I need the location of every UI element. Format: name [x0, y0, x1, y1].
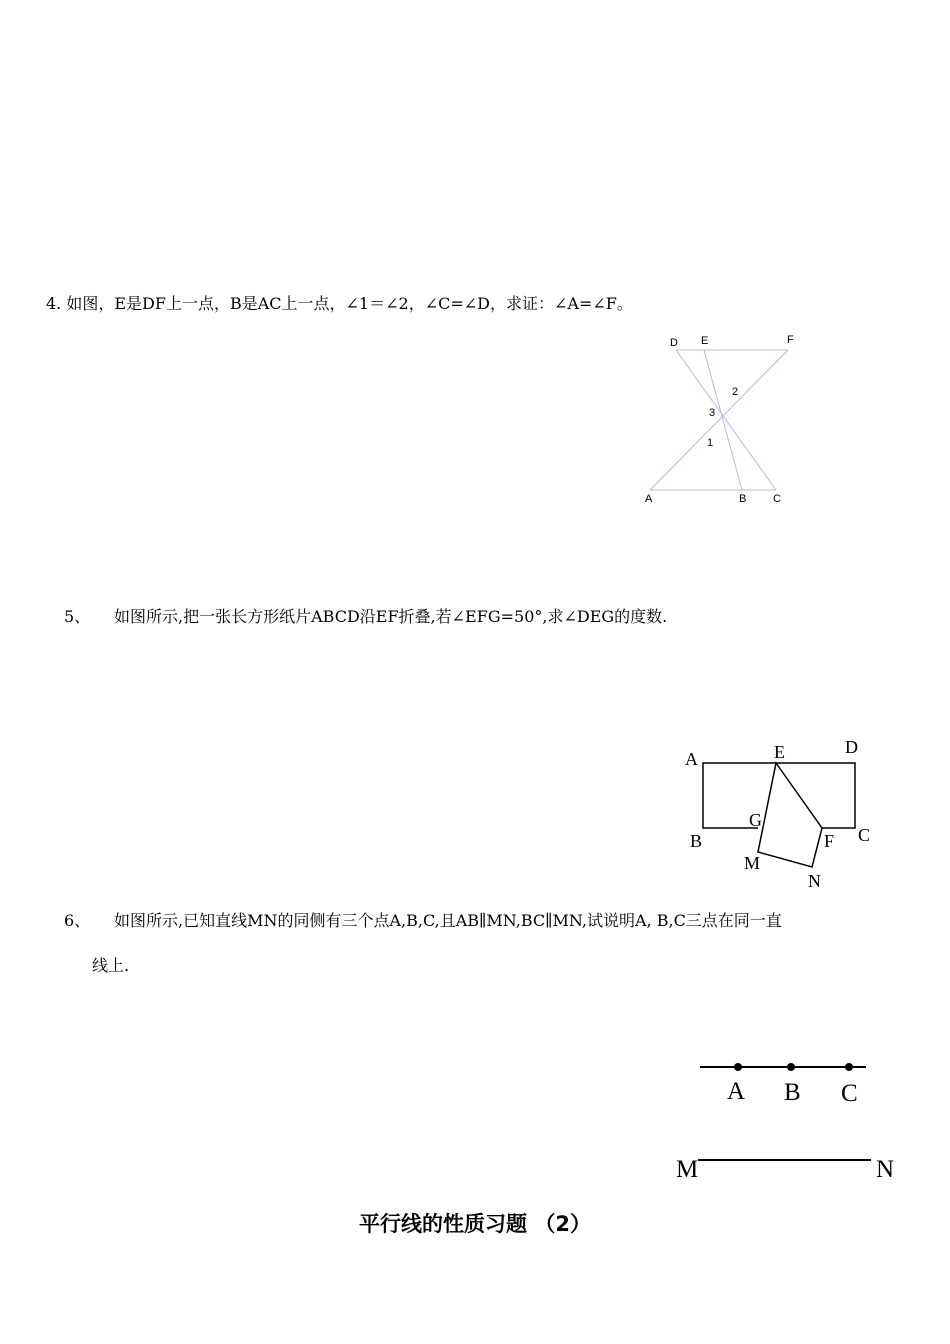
section-title: 平行线的性质习题 （2）: [359, 1212, 591, 1236]
label-M: M: [676, 1156, 699, 1183]
label-B: B: [739, 493, 747, 505]
label-F: F: [824, 831, 835, 851]
label-F: F: [787, 334, 794, 346]
folded-flap: [758, 763, 822, 867]
line-DC: [676, 350, 776, 490]
label-G: G: [749, 810, 762, 830]
figure-5-diagram: [680, 735, 890, 895]
point-B: [787, 1063, 795, 1071]
point-A: [734, 1063, 742, 1071]
label-N: N: [808, 871, 821, 891]
label-C: C: [858, 825, 871, 845]
label-E: E: [774, 742, 785, 762]
label-angle-1: 1: [707, 437, 714, 449]
label-A: A: [685, 749, 698, 769]
point-C: [845, 1063, 853, 1071]
label-A: A: [645, 493, 653, 505]
question-text: 如图，E是DF上一点，B是AC上一点，∠1＝∠2，∠C=∠D，求证：∠A=∠F。: [66, 294, 633, 313]
label-D: D: [670, 337, 678, 349]
label-angle-3: 3: [709, 407, 716, 419]
question-6: [64, 910, 782, 932]
label-D: D: [845, 737, 858, 757]
label-N: N: [876, 1156, 895, 1183]
line-AF: [650, 350, 788, 490]
question-text: 如图所示,已知直线MN的同侧有三个点A,B,C,且AB∥MN,BC∥MN,试说明A, B,C三点在同一直: [114, 911, 782, 930]
question-number: 6、: [64, 911, 91, 930]
question-text: 如图所示,把一张长方形纸片ABCD沿EF折叠,若∠EFG=50°,求∠DEG的度数.: [114, 607, 668, 626]
question-number: 5、: [64, 607, 91, 626]
label-B: B: [784, 1079, 801, 1106]
figure-6-diagram: [670, 1050, 910, 1190]
question-5: [64, 606, 667, 628]
question-6-continued: [92, 955, 129, 977]
label-E: E: [701, 335, 709, 347]
label-M: M: [744, 853, 761, 873]
question-number: 4.: [46, 294, 62, 313]
question-text: 线上.: [92, 956, 130, 975]
label-A: A: [727, 1078, 746, 1105]
label-C: C: [841, 1080, 858, 1107]
figure-4-diagram: [640, 330, 810, 510]
question-4: [46, 293, 633, 315]
label-C: C: [773, 493, 781, 505]
line-EB: [704, 350, 742, 490]
label-B: B: [690, 831, 703, 851]
label-angle-2: 2: [732, 386, 739, 398]
